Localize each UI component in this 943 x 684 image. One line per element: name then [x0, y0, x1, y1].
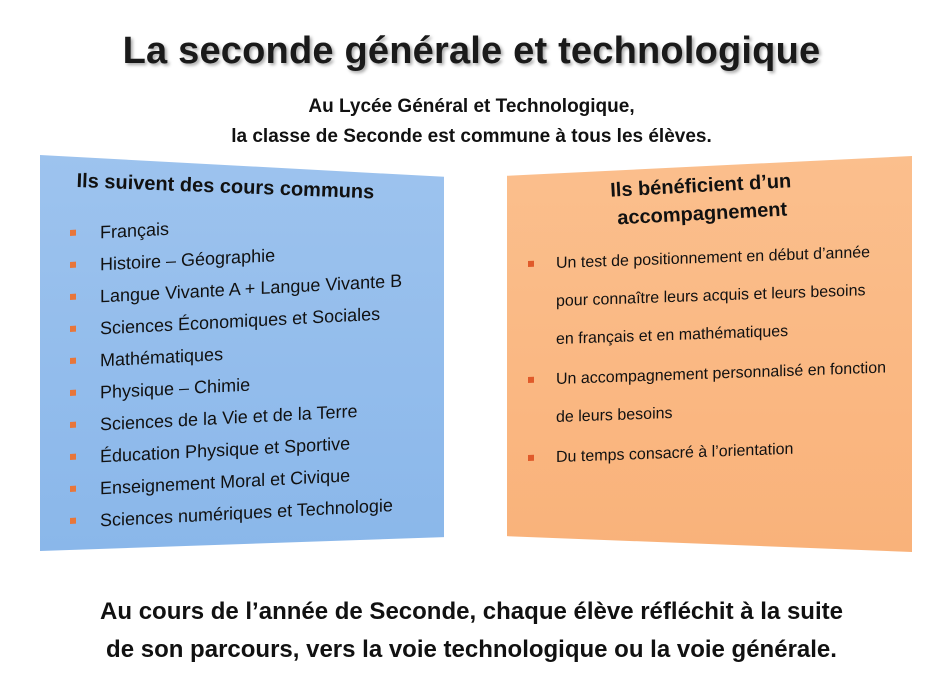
bullet-icon: [70, 422, 76, 428]
list-item-label: Du temps consacré à l’orientation: [556, 440, 794, 467]
support-list: [528, 233, 886, 480]
list-item-label: Français: [100, 218, 170, 243]
list-item-label: Éducation Physique et Sportive: [100, 433, 351, 467]
bullet-icon: [70, 358, 76, 364]
list-item-label: Un test de positionnement en début d’année pour connaître leurs acquis et leurs besoins en français et en mathématiques: [556, 244, 871, 349]
support-heading-line-1: Ils bénéficient d’un: [609, 170, 792, 202]
bullet-icon: [70, 294, 76, 300]
subtitle-line-2: la classe de Seconde est commune à tous les élèves.: [231, 126, 712, 147]
common-courses-list: [70, 203, 402, 540]
list-item-label: Histoire – Géographie: [100, 245, 276, 275]
list-item-label: Enseignement Moral et Civique: [100, 465, 351, 499]
bullet-icon: [528, 455, 534, 461]
common-courses-heading: Ils suivent des cours communs: [76, 170, 375, 204]
footer-line-1: Au cours de l’année de Seconde, chaque élève réfléchit à la suite: [100, 598, 843, 625]
list-item-label: Langue Vivante A + Langue Vivante B: [100, 270, 403, 307]
page-title: La seconde générale et technologique: [122, 30, 821, 72]
bullet-icon: [70, 326, 76, 332]
list-item: [528, 233, 886, 360]
list-item-label: Mathématiques: [100, 343, 224, 371]
support-heading-line-2: accompagnement: [616, 198, 788, 230]
list-item: [528, 349, 886, 438]
list-item-label: Physique – Chimie: [100, 374, 251, 403]
bullet-icon: [528, 261, 534, 267]
bullet-icon: [70, 486, 76, 492]
list-item-label: Sciences Économiques et Sociales: [100, 303, 381, 339]
bullet-icon: [70, 230, 76, 236]
subtitle-line-1: Au Lycée Général et Technologique,: [308, 96, 635, 117]
list-item-label: Sciences de la Vie et de la Terre: [100, 400, 358, 435]
bullet-icon: [528, 377, 534, 383]
list-item-label: Un accompagnement personnalisé en fonction de leurs besoins: [556, 359, 886, 427]
bullet-icon: [70, 454, 76, 460]
bullet-icon: [70, 390, 76, 396]
bullet-icon: [70, 262, 76, 268]
list-item-label: Sciences numériques et Technologie: [100, 495, 393, 531]
footer-line-2: de son parcours, vers la voie technologique ou la voie générale.: [106, 636, 837, 663]
bullet-icon: [70, 518, 76, 524]
